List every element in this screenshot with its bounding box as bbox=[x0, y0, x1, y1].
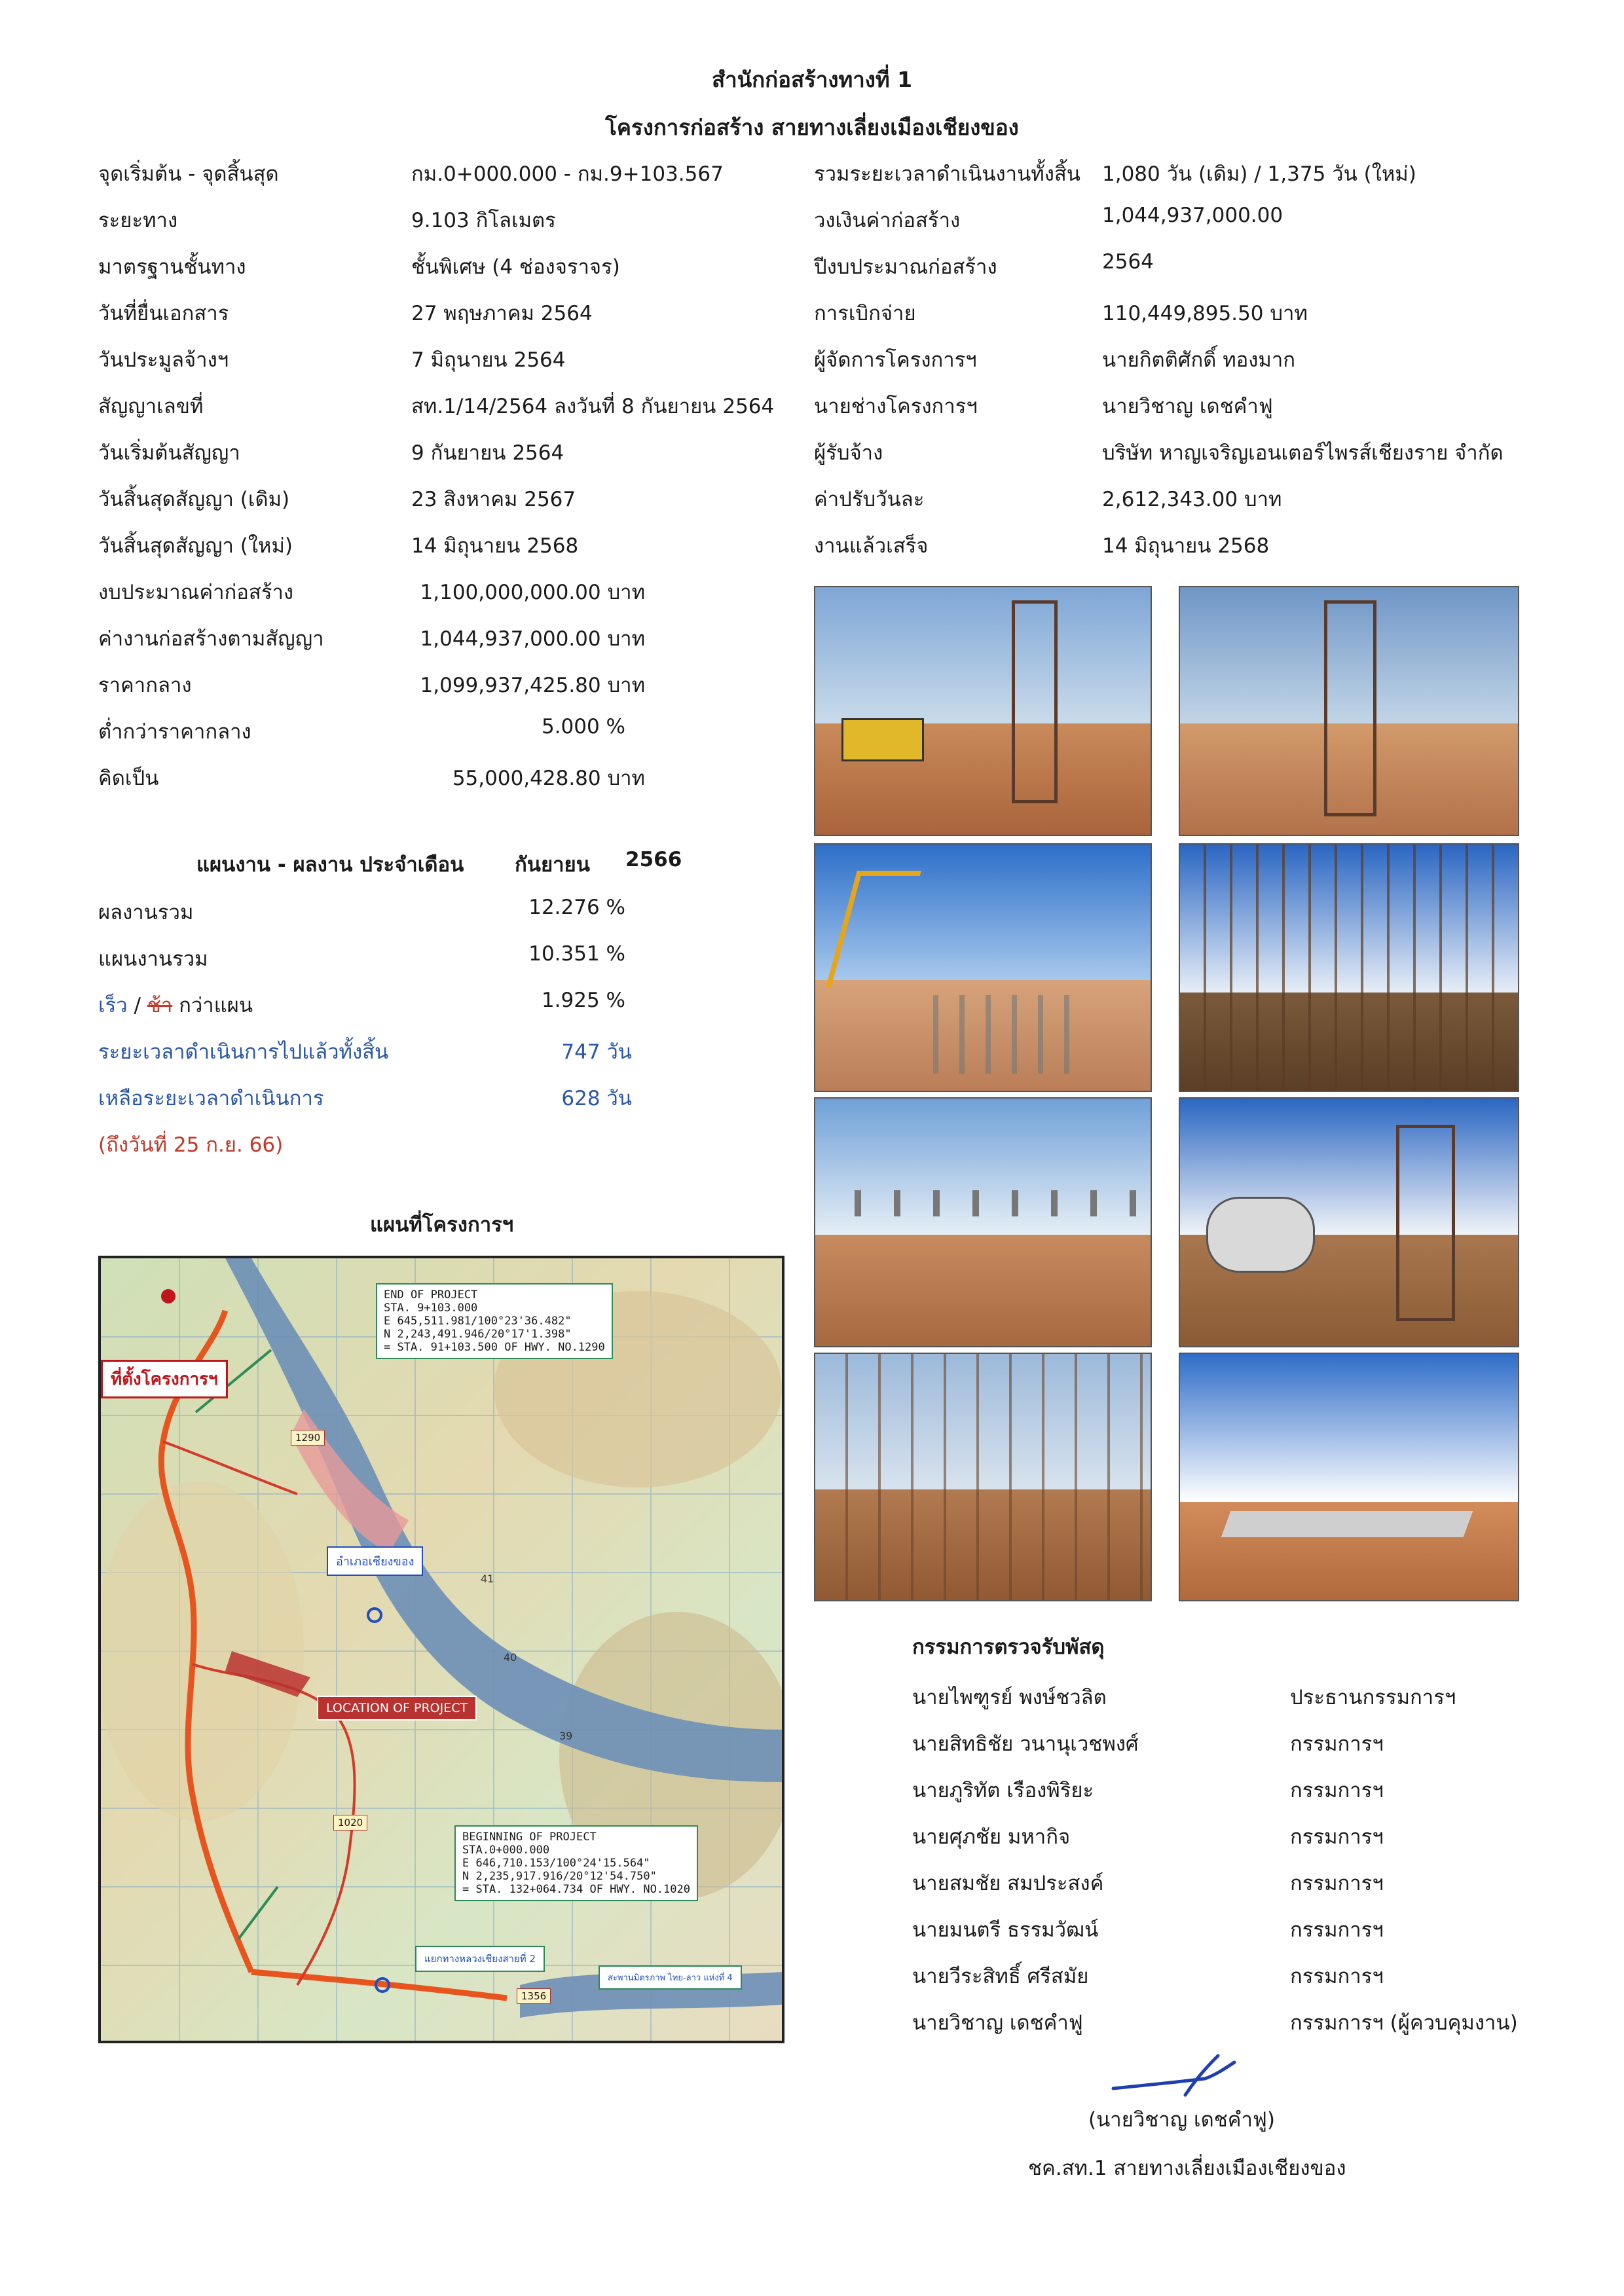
committee-member-name: นายภูริทัต เรืองพิริยะ bbox=[912, 1779, 1094, 1802]
info-value: นายวิชาญ เดชคำฟู bbox=[1102, 395, 1273, 418]
office-title: สำนักก่อสร้างทางที่ 1 bbox=[711, 67, 913, 92]
signatory-position: ชค.สท.1 สายทางเลี่ยงเมืองเชียงของ bbox=[1028, 2157, 1346, 2180]
info-label: วงเงินค่าก่อสร้าง bbox=[814, 209, 961, 232]
grid-number-40: 40 bbox=[504, 1651, 517, 1664]
info-value: 9 กันยายน 2564 bbox=[411, 441, 564, 465]
handwritten-signature bbox=[1107, 2049, 1238, 2102]
callout-line: STA. 9+103.000 bbox=[384, 1302, 478, 1315]
info-value: 9.103 กิโลเมตร bbox=[411, 209, 556, 232]
info-label: วันที่ยื่นเอกสาร bbox=[98, 302, 229, 325]
info-label: สัญญาเลขที่ bbox=[98, 395, 204, 418]
speed-slow: ช้า bbox=[147, 994, 173, 1017]
progress-value: 12.276 % bbox=[528, 896, 625, 919]
callout-line: BEGINNING OF PROJECT bbox=[462, 1831, 597, 1844]
speed-value: 1.925 % bbox=[541, 989, 625, 1012]
signatory-name: (นายวิชาญ เดชคำฟู) bbox=[1088, 2108, 1275, 2132]
progress-label: ผลงานรวม bbox=[98, 901, 194, 924]
progress-value: 10.351 % bbox=[528, 942, 625, 966]
callout-line: N 2,235,917.916/20°12'54.750" bbox=[462, 1870, 657, 1883]
speed-label bbox=[98, 989, 253, 1021]
info-value: ชั้นพิเศษ (4 ช่องจราจร) bbox=[411, 255, 620, 279]
committee-member-name: นายมนตรี ธรรมวัฒน์ bbox=[912, 1918, 1099, 1942]
callout-line: = STA. 91+103.500 OF HWY. NO.1290 bbox=[384, 1341, 605, 1354]
district-label: อำเภอเชียงของ bbox=[327, 1546, 423, 1576]
project-map bbox=[98, 1256, 784, 2043]
speed-suffix: กว่าแผน bbox=[172, 994, 253, 1017]
info-value: 1,080 วัน (เดิม) / 1,375 วัน (ใหม่) bbox=[1102, 162, 1416, 186]
map-title: แผนที่โครงการฯ bbox=[370, 1213, 514, 1237]
committee-member-role: กรรมการฯ bbox=[1290, 1732, 1384, 1756]
callout-line: N 2,243,491.946/20°17'1.398" bbox=[384, 1328, 572, 1341]
info-label: จุดเริ่มต้น - จุดสิ้นสุด bbox=[98, 162, 279, 186]
info-label: ค่าปรับวันละ bbox=[814, 488, 925, 511]
site-photo bbox=[1179, 1097, 1519, 1347]
committee-member-role: กรรมการฯ bbox=[1290, 1872, 1384, 1895]
grid-number-39: 39 bbox=[559, 1730, 573, 1742]
info-value: 14 มิถุนายน 2568 bbox=[411, 534, 579, 558]
info-value: 7 มิถุนายน 2564 bbox=[411, 348, 566, 372]
info-label: วันสิ้นสุดสัญญา (ใหม่) bbox=[98, 534, 293, 558]
info-value: 27 พฤษภาคม 2564 bbox=[411, 302, 593, 325]
committee-member-role: กรรมการฯ bbox=[1290, 1825, 1384, 1849]
info-label: รวมระยะเวลาดำเนินงานทั้งสิ้น bbox=[814, 162, 1080, 186]
committee-member-role: ประธานกรรมการฯ bbox=[1290, 1686, 1456, 1709]
elapsed-value: 747 วัน bbox=[561, 1040, 632, 1064]
info-label: ปีงบประมาณก่อสร้าง bbox=[814, 255, 997, 279]
beginning-of-project-callout bbox=[454, 1825, 698, 1901]
remaining-label: เหลือระยะเวลาดำเนินการ bbox=[98, 1087, 324, 1110]
budget-label: งบประมาณค่าก่อสร้าง bbox=[98, 581, 294, 604]
progress-month: กันยายน bbox=[515, 853, 590, 877]
committee-member-role: กรรมการฯ bbox=[1290, 1779, 1384, 1802]
committee-member-name: นายสมชัย สมประสงค์ bbox=[912, 1872, 1104, 1895]
info-label: งานแล้วเสร็จ bbox=[814, 534, 929, 558]
budget-value: 1,044,937,000.00 บาท bbox=[420, 627, 645, 651]
info-label: ผู้รับจ้าง bbox=[814, 441, 883, 465]
info-label: ผู้จัดการโครงการฯ bbox=[814, 348, 977, 372]
budget-label: คิดเป็น bbox=[98, 767, 159, 790]
info-value: 14 มิถุนายน 2568 bbox=[1102, 534, 1270, 558]
info-value: กม.0+000.000 - กม.9+103.567 bbox=[411, 162, 724, 186]
budget-label: ค่างานก่อสร้างตามสัญญา bbox=[98, 627, 324, 651]
district-marker bbox=[368, 1609, 381, 1622]
committee-member-name: นายวิชาญ เดชคำฟู bbox=[912, 2011, 1083, 2035]
budget-label: ต่ำกว่าราคากลาง bbox=[98, 720, 251, 744]
callout-line: E 646,710.153/100°24'15.564" bbox=[462, 1857, 650, 1870]
site-photo bbox=[814, 586, 1152, 836]
info-label: วันเริ่มต้นสัญญา bbox=[98, 441, 240, 465]
callout-line: END OF PROJECT bbox=[384, 1288, 478, 1302]
elapsed-label: ระยะเวลาดำเนินการไปแล้วทั้งสิ้น bbox=[98, 1040, 389, 1064]
site-photo bbox=[1179, 843, 1519, 1092]
committee-title: กรรมการตรวจรับพัสดุ bbox=[912, 1635, 1105, 1659]
speed-sep: / bbox=[127, 994, 147, 1017]
project-site-label: ที่ตั้งโครงการฯ bbox=[101, 1360, 228, 1398]
bridge-label: สะพานมิตรภาพ ไทย-ลาว แห่งที่ 4 bbox=[599, 1965, 742, 1990]
highway-1020-badge: 1020 bbox=[333, 1815, 367, 1831]
info-value: 23 สิงหาคม 2567 bbox=[411, 488, 576, 511]
budget-value: 5.000 % bbox=[541, 715, 625, 738]
info-label: ระยะทาง bbox=[98, 209, 178, 232]
end-of-project-callout bbox=[376, 1283, 613, 1359]
info-value: 2,612,343.00 บาท bbox=[1102, 488, 1282, 511]
site-photo bbox=[814, 1353, 1152, 1601]
junction-label: แยกทางหลวงเชียงสายที่ 2 bbox=[415, 1946, 545, 1972]
info-label: วันประมูลจ้างฯ bbox=[98, 348, 229, 372]
committee-member-name: นายศุภชัย มหากิจ bbox=[912, 1825, 1071, 1849]
budget-value: 1,099,937,425.80 บาท bbox=[420, 674, 645, 697]
speed-fast: เร็ว bbox=[98, 994, 128, 1017]
callout-line: STA.0+000.000 bbox=[462, 1844, 550, 1857]
committee-member-name: นายไพฑูรย์ พงษ์ชวลิต bbox=[912, 1686, 1107, 1709]
budget-value: 1,100,000,000.00 บาท bbox=[420, 581, 645, 604]
site-photo bbox=[814, 843, 1152, 1092]
info-value: บริษัท หาญเจริญเอนเตอร์ไพรส์เชียงราย จำกัด bbox=[1102, 441, 1504, 465]
info-label: การเบิกจ่าย bbox=[814, 302, 916, 325]
site-photo bbox=[1179, 1353, 1519, 1601]
budget-value: 55,000,428.80 บาท bbox=[452, 767, 645, 790]
as-of-date: (ถึงวันที่ 25 ก.ย. 66) bbox=[98, 1133, 284, 1157]
callout-line: E 645,511.981/100°23'36.482" bbox=[384, 1315, 572, 1328]
site-photo bbox=[814, 1097, 1152, 1347]
callout-line: = STA. 132+064.734 OF HWY. NO.1020 bbox=[462, 1883, 690, 1896]
committee-member-role: กรรมการฯ bbox=[1290, 1918, 1384, 1942]
location-of-project-label: LOCATION OF PROJECT bbox=[317, 1696, 477, 1721]
site-photo bbox=[1179, 586, 1519, 836]
info-value: 2564 bbox=[1102, 250, 1154, 274]
info-value: 110,449,895.50 บาท bbox=[1102, 302, 1308, 325]
info-value: สท.1/14/2564 ลงวันที่ 8 กันยายน 2564 bbox=[411, 395, 775, 418]
committee-member-name: นายสิทธิชัย วนานุเวชพงศ์ bbox=[912, 1732, 1139, 1756]
info-label: นายช่างโครงการฯ bbox=[814, 395, 978, 418]
project-title: โครงการก่อสร้าง สายทางเลี่ยงเมืองเชียงของ bbox=[605, 115, 1019, 140]
end-marker bbox=[161, 1289, 175, 1303]
info-label: มาตรฐานชั้นทาง bbox=[98, 255, 246, 279]
info-value: 1,044,937,000.00 bbox=[1102, 204, 1283, 227]
info-label: วันสิ้นสุดสัญญา (เดิม) bbox=[98, 488, 290, 511]
progress-label: แผนงานรวม bbox=[98, 947, 208, 971]
grid-number-41: 41 bbox=[481, 1573, 494, 1585]
progress-title: แผนงาน - ผลงาน ประจำเดือน bbox=[196, 853, 464, 877]
budget-label: ราคากลาง bbox=[98, 674, 192, 697]
info-value: นายกิตติศักดิ์ ทองมาก bbox=[1102, 348, 1296, 372]
highway-1290-badge: 1290 bbox=[291, 1430, 325, 1446]
remaining-value: 628 วัน bbox=[561, 1087, 632, 1110]
progress-year: 2566 bbox=[625, 848, 682, 871]
committee-member-role: กรรมการฯ bbox=[1290, 1965, 1384, 1988]
committee-member-name: นายวีระสิทธิ์ ศรีสมัย bbox=[912, 1965, 1089, 1988]
committee-member-role: กรรมการฯ (ผู้ควบคุมงาน) bbox=[1290, 2011, 1518, 2035]
highway-1356-badge: 1356 bbox=[517, 1988, 551, 2004]
